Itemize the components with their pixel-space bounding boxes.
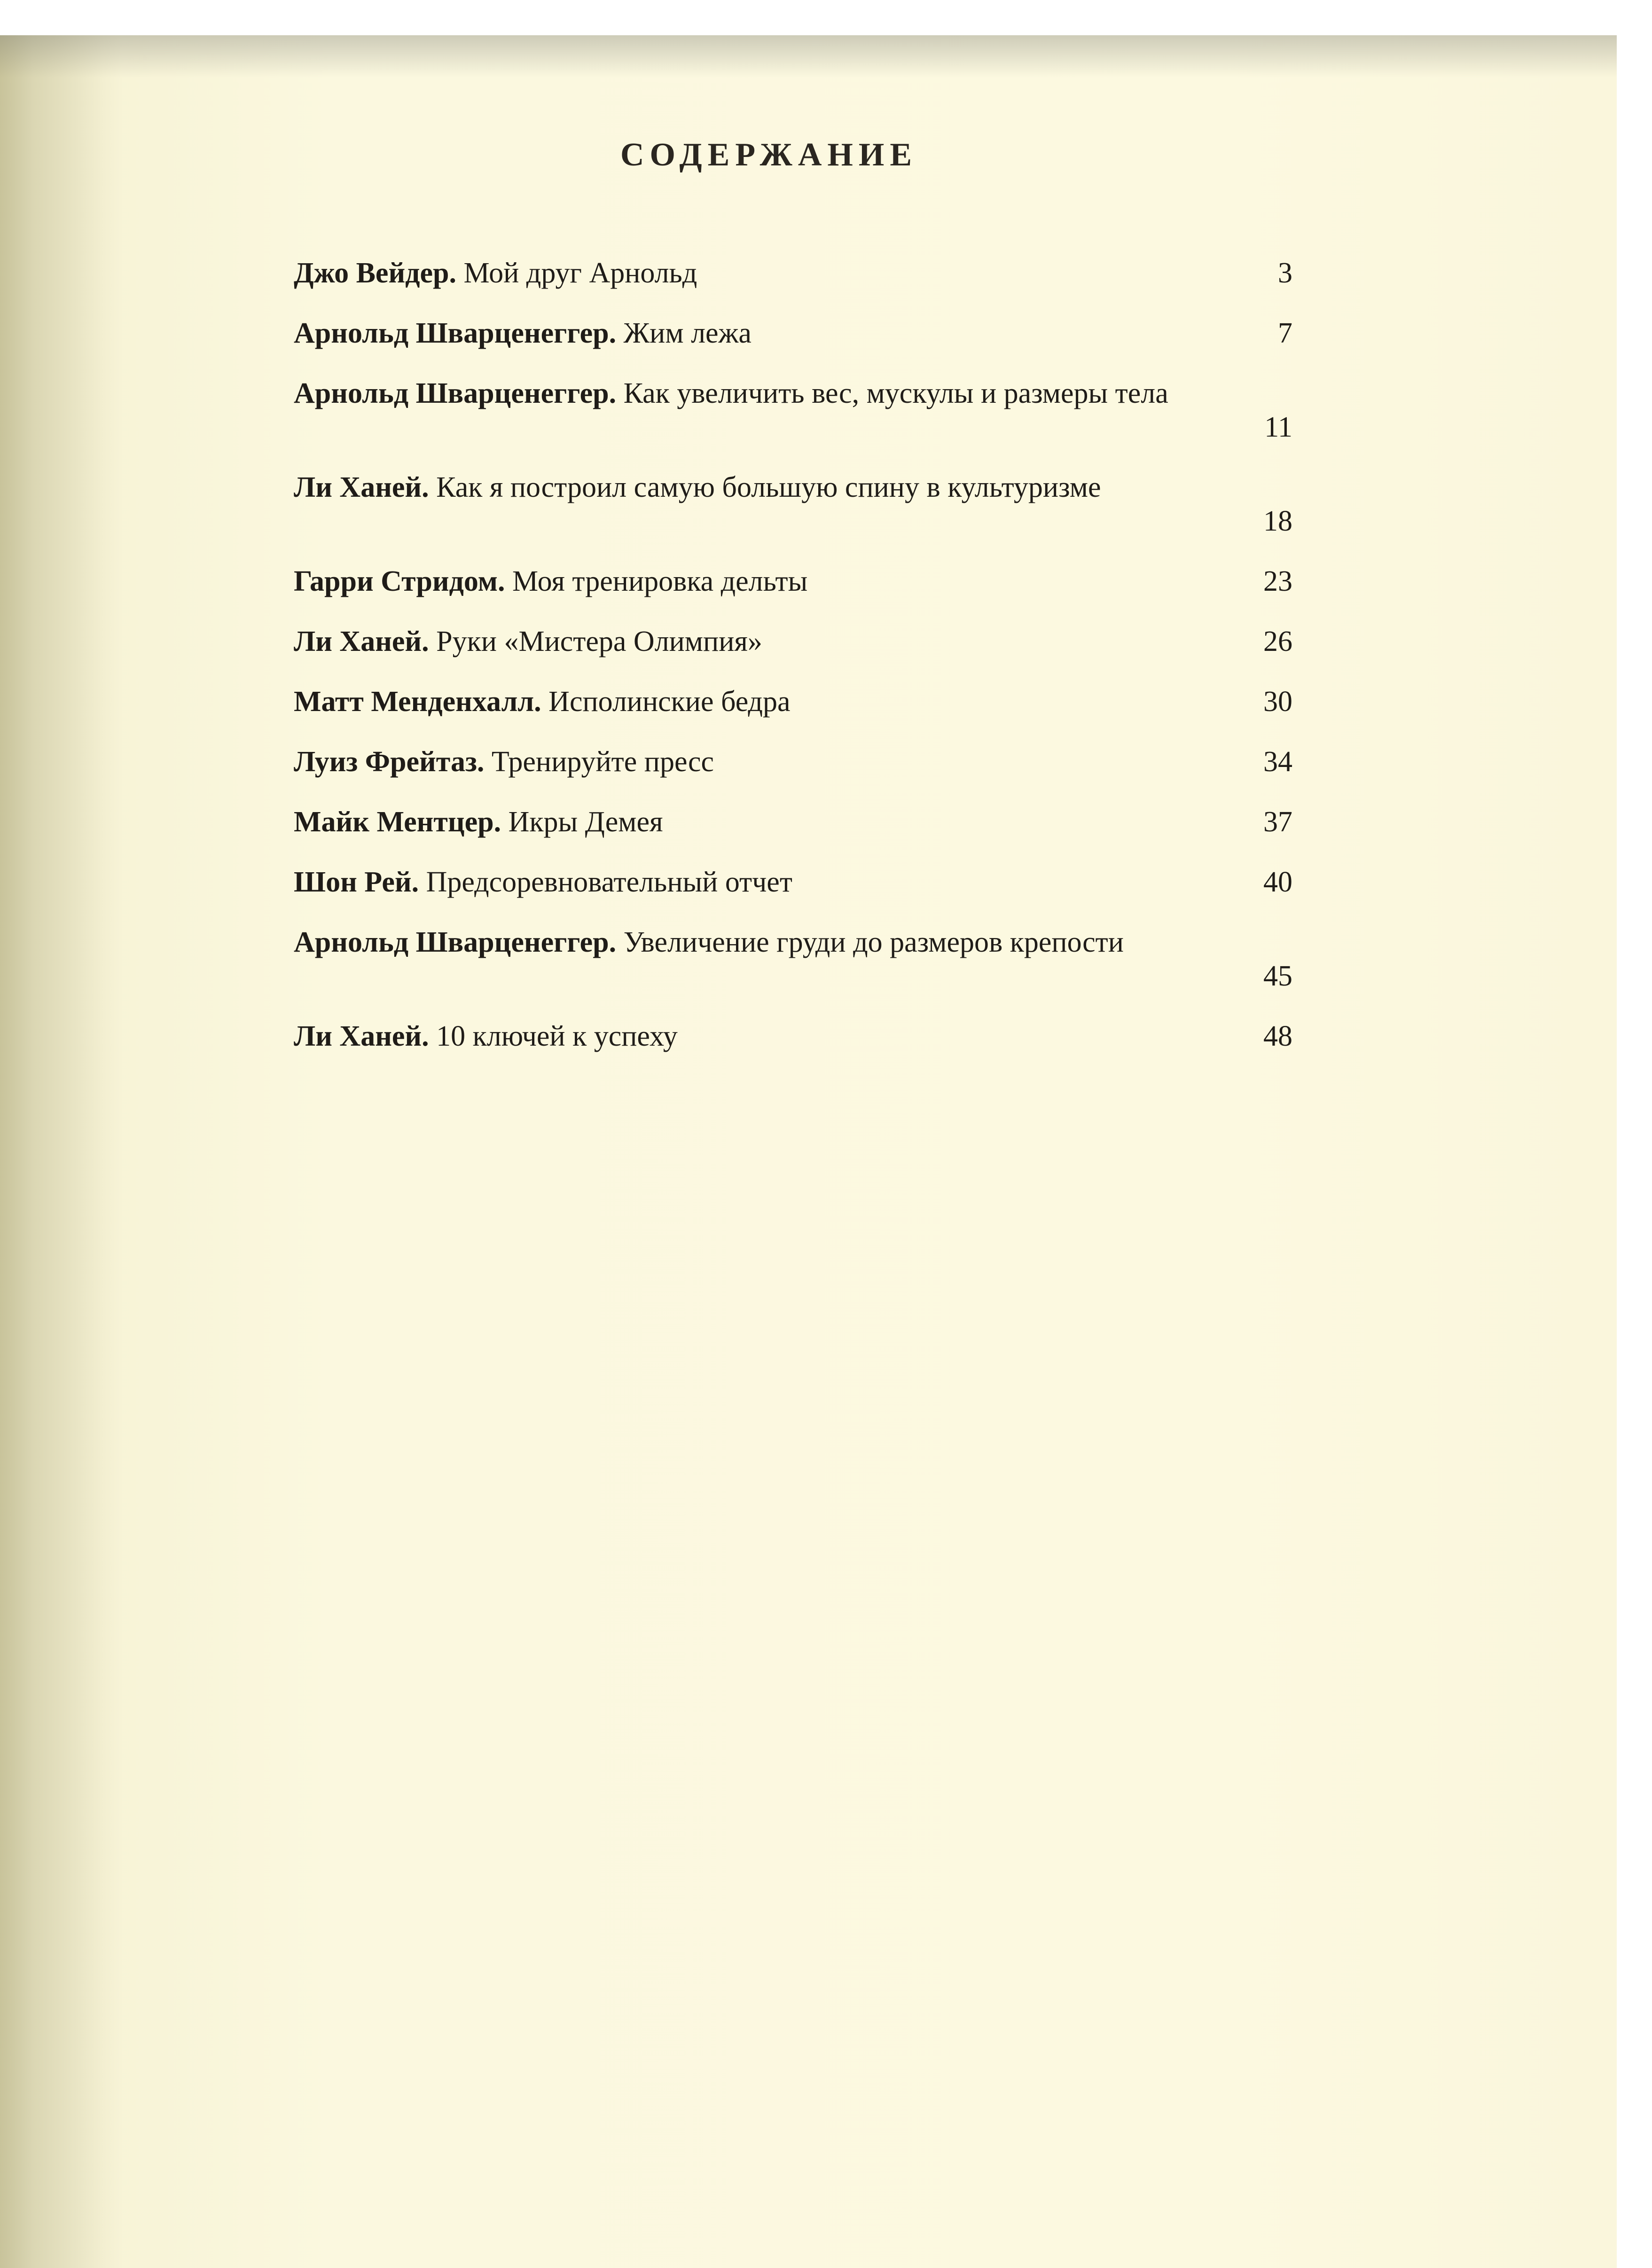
toc-entry — [294, 925, 1292, 993]
toc-page-number: 48 — [1263, 1020, 1292, 1052]
toc-entry — [294, 805, 1292, 839]
toc-page-number: 37 — [1263, 806, 1292, 838]
toc-entry — [294, 316, 1292, 350]
toc-page-number: 34 — [1263, 746, 1292, 778]
page-top-shadow — [0, 35, 1617, 78]
toc-entry — [294, 1019, 1292, 1053]
toc-title: Увеличение груди до размеров крепости — [623, 926, 1124, 958]
toc-author: Арнольд Шварценеггер. — [294, 317, 617, 349]
toc-entry — [294, 470, 1292, 538]
toc-entry — [294, 625, 1292, 658]
toc-page-number: 45 — [1263, 960, 1292, 992]
page-title: СОДЕРЖАНИЕ — [620, 137, 918, 173]
toc-author: Арнольд Шварценеггер. — [294, 926, 617, 958]
toc-author: Матт Менденхалл. — [294, 686, 541, 718]
toc-title: Предсоревновательный отчет — [426, 866, 792, 898]
toc-page-number: 26 — [1263, 626, 1292, 657]
toc-page-number: 23 — [1263, 565, 1292, 597]
toc-page-number: 30 — [1263, 686, 1292, 718]
toc-author: Ли Ханей. — [294, 626, 429, 657]
toc-title: Мой друг Арнольд — [463, 257, 697, 289]
toc-title: Тренируйте пресс — [491, 746, 714, 778]
toc-title: Руки «Мистера Олимпия» — [436, 626, 762, 657]
book-page — [0, 35, 1617, 2268]
toc-title: Икры Демея — [508, 806, 663, 838]
toc-page-number: 3 — [1278, 257, 1292, 289]
toc-author: Майк Ментцер. — [294, 806, 501, 838]
toc-title: 10 ключей к успеху — [436, 1020, 678, 1052]
toc-author: Джо Вейдер. — [294, 257, 457, 289]
toc-page-number: 11 — [1264, 411, 1292, 443]
page-edge-shadow — [0, 35, 122, 2268]
toc-page-number: 7 — [1278, 317, 1292, 349]
toc-entry — [294, 865, 1292, 899]
toc-title: Как я построил самую большую спину в культуризме — [436, 471, 1101, 503]
toc-entry — [294, 564, 1292, 598]
toc-entry — [294, 376, 1292, 444]
toc-title: Жим лежа — [623, 317, 752, 349]
toc-entry — [294, 745, 1292, 779]
toc-author: Гарри Стридом. — [294, 565, 505, 597]
table-of-contents — [294, 256, 1292, 1079]
toc-author: Луиз Фрейтаз. — [294, 746, 485, 778]
toc-author: Ли Ханей. — [294, 471, 429, 503]
toc-entry — [294, 256, 1292, 290]
toc-author: Шон Рей. — [294, 866, 419, 898]
toc-title: Как увеличить вес, мускулы и размеры тела — [623, 377, 1168, 409]
toc-title: Моя тренировка дельты — [512, 565, 808, 597]
toc-author: Ли Ханей. — [294, 1020, 429, 1052]
toc-title: Исполинские бедра — [548, 686, 791, 718]
toc-page-number: 40 — [1263, 866, 1292, 898]
toc-entry — [294, 685, 1292, 719]
toc-page-number: 18 — [1263, 505, 1292, 537]
toc-author: Арнольд Шварценеггер. — [294, 377, 617, 409]
